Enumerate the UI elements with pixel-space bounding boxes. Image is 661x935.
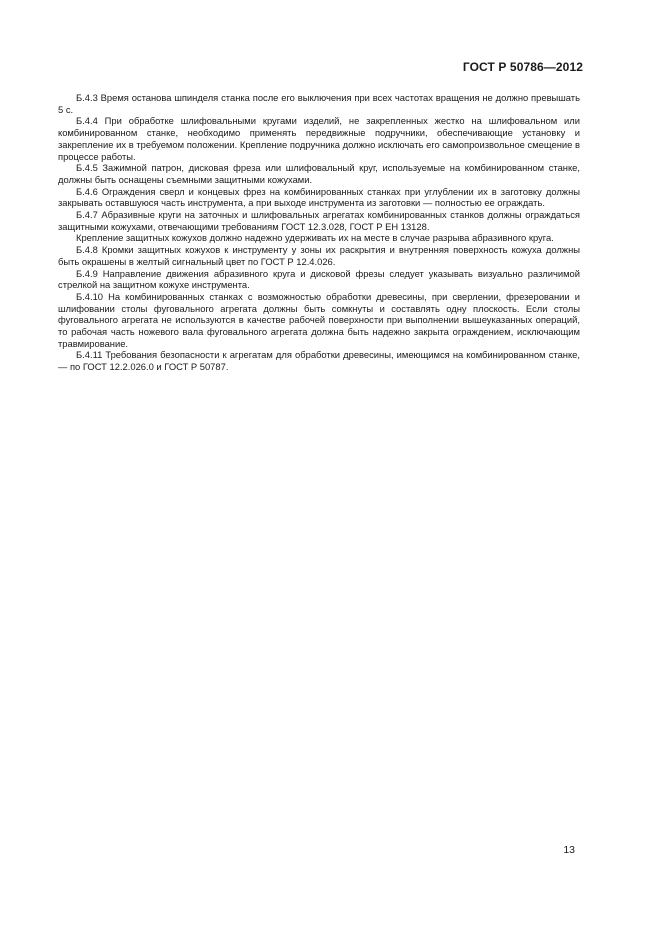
paragraph-b-4-4: Б.4.4 При обработке шлифовальными кругами изделий, не закрепленных жестко на шлифовальном или комбинированном станке, необходимо применять передвижные подручники, обеспечивающие установку и закрепление их в требуемом положении. Крепление подручника должно исключать его самопроизвольное смещение в процессе работы. [58, 115, 580, 162]
paragraph-b-4-8: Б.4.8 Кромки защитных кожухов к инструменту у зоны их раскрытия и внутренняя поверхность кожуха должны быть окрашены в желтый сигнальный цвет по ГОСТ Р 12.4.026. [58, 244, 580, 267]
paragraph-b-4-5: Б.4.5 Зажимной патрон, дисковая фреза или шлифовальный круг, используемые на комбинированном станке, должны быть оснащены съемными защитными кожухами. [58, 162, 580, 185]
standard-id-header: ГОСТ Р 50786—2012 [462, 60, 583, 74]
paragraph-b-4-11: Б.4.11 Требования безопасности к агрегатам для обработки древесины, имеющимся на комбинированном станке, — по ГОСТ 12.2.026.0 и ГОСТ Р 50787. [58, 349, 580, 373]
paragraph-b-4-7: Б.4.7 Абразивные круги на заточных и шлифовальных агрегатах комбинированных станков должны ограждаться защитными кожухами, отвечающими требованиям ГОСТ 12.3.028, ГОСТ Р ЕН 13128. [58, 209, 580, 232]
paragraph-b-4-7-cont: Крепление защитных кожухов должно надежно удерживать их на месте в случае разрыва абразивного круга. [76, 232, 554, 244]
paragraph-b-4-9: Б.4.9 Направление движения абразивного круга и дисковой фрезы следует указывать визуально различимой стрелкой на защитном кожухе инструмента. [58, 267, 580, 291]
paragraph-b-4-6: Б.4.6 Ограждения сверл и концевых фрез на комбинированных станках при углублении их в заготовку должны закрывать оставшуюся часть инструмента, а при выходе инструмента из заготовки — полностью ее ограждать. [58, 185, 580, 209]
paragraph-b-4-10: Б.4.10 На комбинированных станках с возможностью обработки древесины, при сверлении, фрезеровании и шлифовании столы фуговального агрегата должны быть сомкнуты и составлять одну плоскость. Если столы фуговального агрегата не используются в качестве рабочей поверхности при выполнении вышеуказанных операций, то рабочая часть ножевого вала фуговального агрегата должна быть надежно закрыта ограждением, исключающим травмирование. [58, 290, 580, 349]
document-body [58, 92, 580, 373]
paragraph-b-4-3: Б.4.3 Время останова шпинделя станка после его выключения при всех частотах вращения не должно превышать 5 с. [58, 92, 580, 115]
page-number: 13 [563, 844, 575, 856]
